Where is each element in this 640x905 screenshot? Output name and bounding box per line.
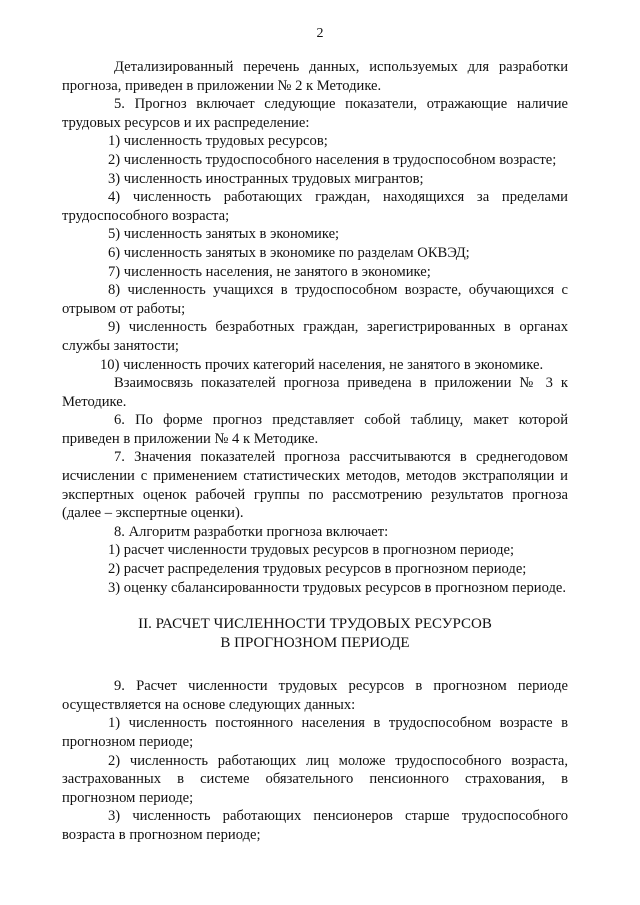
list-item: 2) расчет распределения трудовых ресурсов в прогнозном периоде; <box>108 561 527 578</box>
section-heading-line: В ПРОГНОЗНОМ ПЕРИОДЕ <box>220 635 410 652</box>
list-item: 4) численность работающих граждан, находящихся за пределами трудоспособного возраста; <box>62 189 568 224</box>
list-item: 9) численность безработных граждан, зарегистрированных в органах службы занятости; <box>62 319 568 354</box>
paragraph: 8. Алгоритм разработки прогноза включает: <box>114 523 389 540</box>
list-item: 6) численность занятых в экономике по разделам ОКВЭД; <box>108 244 470 261</box>
section-heading-line: II. РАСЧЕТ ЧИСЛЕННОСТИ ТРУДОВЫХ РЕСУРСОВ <box>138 616 492 633</box>
list-item: 8) численность учащихся в трудоспособном возрасте, обучающихся с отрывом от работы; <box>62 282 568 317</box>
list-item: 1) численность трудовых ресурсов; <box>108 133 328 150</box>
list-item: 10) численность прочих категорий населения, не занятого в экономике. <box>100 356 544 373</box>
paragraph: Детализированный перечень данных, используемых для разработки прогноза, приведен в приложении № 2 к Методике. <box>62 59 568 94</box>
paragraph: 5. Прогноз включает следующие показатели, отражающие наличие трудовых ресурсов и их распределение: <box>62 96 568 131</box>
page-number: 2 <box>316 26 324 41</box>
list-item: 5) численность занятых в экономике; <box>108 226 340 243</box>
paragraph: 9. Расчет численности трудовых ресурсов в прогнозном периоде осуществляется на основе следующих данных: <box>62 678 568 713</box>
paragraph: Взаимосвязь показателей прогноза приведена в приложении № 3 к Методике. <box>62 375 568 410</box>
list-item: 2) численность работающих лиц моложе трудоспособного возраста, застрахованных в системе обязательного пенсионного страхования, в прогнозном периоде; <box>62 752 568 806</box>
list-item: 1) численность постоянного населения в трудоспособном возрасте в прогнозном периоде; <box>62 715 568 750</box>
document-body <box>62 58 568 845</box>
list-item: 3) численность работающих пенсионеров старше трудоспособного возраста в прогнозном периоде; <box>62 808 568 843</box>
list-item: 3) численность иностранных трудовых мигрантов; <box>108 170 424 187</box>
paragraph: 7. Значения показателей прогноза рассчитываются в среднегодовом исчислении с применением статистических методов, методов экстраполяции и экспертных оценок рабочей группы по рассмотрению результатов прогноза (далее – экспертные оценки). <box>62 449 568 522</box>
list-item: 1) расчет численности трудовых ресурсов в прогнозном периоде; <box>108 542 515 559</box>
section-heading <box>62 615 568 653</box>
paragraph: 6. По форме прогноз представляет собой таблицу, макет которой приведен в приложении № 4 к Методике. <box>62 412 568 447</box>
list-item: 3) оценку сбалансированности трудовых ресурсов в прогнозном периоде. <box>108 579 566 596</box>
list-item: 2) численность трудоспособного населения в трудоспособном возрасте; <box>108 151 557 168</box>
list-item: 7) численность населения, не занятого в экономике; <box>108 263 431 280</box>
